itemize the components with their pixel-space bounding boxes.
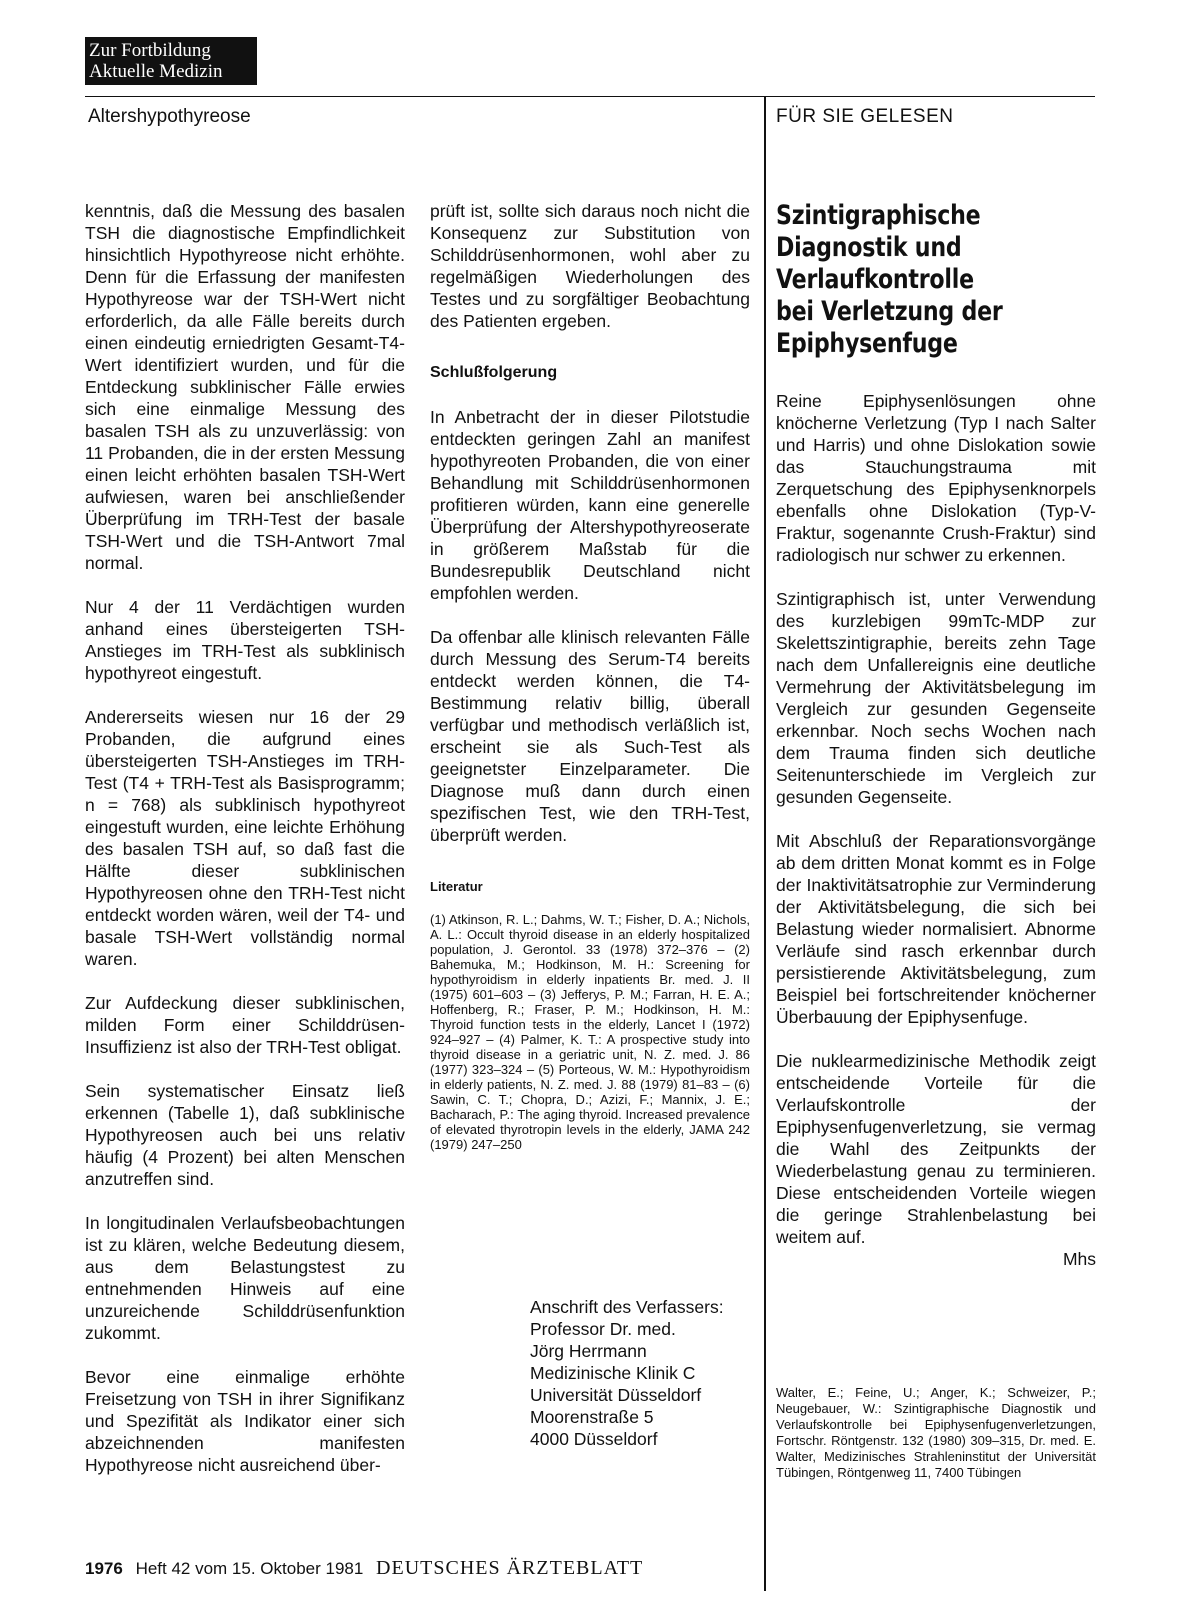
reference-note: Walter, E.; Feine, U.; Anger, K.; Schweizer, P.; Neugebauer, W.: Szintigraphische Diagnostik und Verlaufskontrolle bei Epiphysenfugenverletzungen, Fortschr. Röntgenstr. 132 (1980) 309–315, Dr. med. E. Walter, Medizinisches Strahleninstitut der Universität Tübingen, Röntgenweg 11, 7400 Tübingen xyxy=(776,1385,1096,1480)
literature-heading: Literatur xyxy=(430,879,483,894)
headline-line: Verlaufkontrolle xyxy=(776,264,974,295)
column-1 xyxy=(85,200,405,1498)
address-line: 4000 Düsseldorf xyxy=(530,1429,658,1449)
address-line: Jörg Herrmann xyxy=(530,1341,647,1361)
column-2 xyxy=(430,200,750,1152)
paragraph: Bevor eine einmalige erhöhte Freisetzung von TSH in ihrer Signifikanz und Spezifität als Indikator einer sich abzeichnenden manifesten Hypothyreose nicht ausreichend über- xyxy=(85,1367,405,1475)
paragraph: Nur 4 der 11 Verdächtigen wurden anhand eines übersteigerten TSH-Anstieges im TRH-Test als subklinisch hypothyreot eingestuft. xyxy=(85,597,405,683)
paragraph: Da offenbar alle klinisch relevanten Fälle durch Messung des Serum-T4 bereits entdeckt werden können, die T4-Bestimmung relativ billig, überall verfügbar und methodisch verläßlich ist, erscheint sie als Such-Test als geeignetster Einzelparameter. Die Diagnose muß dann durch einen spezifischen Test, wie den TRH-Test, überprüft werden. xyxy=(430,627,750,845)
paragraph: In longitudinalen Verlaufsbeobachtungen ist zu klären, welche Bedeutung diesem, aus dem Belastungstest zu entnehmenden Hinweis auf eine unzureichende Schilddrüsenfunktion zukommt. xyxy=(85,1213,405,1343)
author-address xyxy=(530,1296,760,1450)
page-number: 1976 xyxy=(85,1559,123,1578)
paragraph: Andererseits wiesen nur 16 der 29 Probanden, die aufgrund eines übersteigerten TSH-Anstieges im TRH-Test (T4 + TRH-Test als Basisprogramm; n = 768) als subklinisch hypothyreot eingestuft wurden, eine leichte Erhöhung des basalen TSH auf, so daß fast die Hälfte dieser subklinischen Hypothyreosen ohne den TRH-Test nicht entdeckt worden wären, weil der T4- und basale TSH-Wert vollständig normal waren. xyxy=(85,707,405,969)
paragraph: Mit Abschluß der Reparationsvorgänge ab dem dritten Monat kommt es in Folge der Inaktivitätsatrophie zur Verminderung der Aktivitätsbelegung, die sich bei Belastung wieder normalisiert. Abnorme Verläufe sind rasch erkennbar durch persistierende Aktivitätsbelegung, zum Beispiel bei fortschreitender knöcherner Überbauung der Epiphysenfuge. xyxy=(776,831,1096,1027)
section-label xyxy=(85,37,257,85)
paragraph: Reine Epiphysenlösungen ohne knöcherne Verletzung (Typ I nach Salter und Harris) und ohne Dislokation sowie das Stauchungstrauma mit Zerquetschung des Epiphysenknorpels ebenfalls ohne Dislokation (Typ-V-Fraktur, sogenannte Crush-Fraktur) sind radiologisch nur schwer zu erkennen. xyxy=(776,391,1096,565)
signature-line xyxy=(776,1248,1096,1270)
column-3 xyxy=(776,200,1096,1270)
address-line: Medizinische Klinik C xyxy=(530,1363,696,1383)
headline-line: Diagnostik und xyxy=(776,232,962,263)
paragraph: In Anbetracht der in dieser Pilotstudie entdeckten geringen Zahl an manifest hypothyreoten Probanden, die von einer Behandlung mit Schilddrüsenhormonen profitieren würden, kann eine generelle Überprüfung der Altershypothyreoserate in größerem Maßstab für die Bundesrepublik Deutschland nicht empfohlen werden. xyxy=(430,407,750,603)
section-label-line2: Aktuelle Medizin xyxy=(89,61,223,82)
address-line: Anschrift des Verfassers: xyxy=(530,1297,724,1317)
issue-info: Heft 42 vom 15. Oktober 1981 xyxy=(135,1559,364,1578)
paragraph: kenntnis, daß die Messung des basalen TSH die diagnostische Empfindlichkeit hinsichtlich Hypothyreose nicht erhöhte. Denn für die Erfassung der manifesten Hypothyreose war der TSH-Wert nicht erforderlich, da alle Fälle bereits durch einen eindeutig erniedrigten Gesamt-T4-Wert identifiziert wurden, und für die Entdeckung subklinischer Fälle erwies sich eine einmalige Messung des basalen TSH als zu unzuverlässig: von 11 Probanden, die in der ersten Messung einen leicht erhöhten basalen TSH-Wert aufwiesen, waren bei anschließender Überprüfung im TRH-Test der basale TSH-Wert und die TSH-Antwort 7mal normal. xyxy=(85,201,405,573)
address-line: Moorenstraße 5 xyxy=(530,1407,654,1427)
article-headline xyxy=(776,200,1096,360)
paragraph: Sein systematischer Einsatz ließ erkennen (Tabelle 1), daß subklinische Hypothyreosen auch bei uns relativ häufig (4 Prozent) bei alten Menschen anzutreffen sind. xyxy=(85,1081,405,1189)
headline-line: bei Verletzung der xyxy=(776,296,1003,327)
column-divider xyxy=(764,96,766,1591)
paragraph: Zur Aufdeckung dieser subklinischen, milden Form einer Schilddrüsen-Insuffizienz ist also der TRH-Test obligat. xyxy=(85,993,405,1057)
address-line: Universität Düsseldorf xyxy=(530,1385,702,1405)
literature-list: (1) Atkinson, R. L.; Dahms, W. T.; Fisher, D. A.; Nichols, A. L.: Occult thyroid disease in an elderly hospitalized population, J. Gerontol. 33 (1978) 372–376 – (2) Bahemuka, M.; Hodkinson, M. H.: Screening for hypothyroidism in elderly inpatients Br. med. J. II (1975) 601–603 – (3) Jefferys, P. M.; Farran, H. E. A.; Hoffenberg, R.; Fraser, P. M.; Hodkinson, H. M.: Thyroid function tests in the elderly, Lancet I (1972) 924–927 – (4) Palmer, K. T.: A prospective study into thyroid disease in a geriatric unit, N. Z. med. J. 86 (1977) 323–324 – (5) Porteous, W. M.: Hypothyroidism in elderly patients, N. Z. med. J. 88 (1979) 81–83 – (6) Sawin, C. T.; Chopra, D.; Azizi, F.; Mannix, J. E.; Bacharach, P.: The aging thyroid. Increased prevalence of elevated thyrotropin levels in the elderly, JAMA 242 (1979) 247–250 xyxy=(430,912,750,1152)
page-footer xyxy=(85,1557,643,1580)
paragraph: Szintigraphisch ist, unter Verwendung des kurzlebigen 99mTc-MDP zur Skelettszintigraphie, bereits zehn Tage nach dem Unfallereignis eine deutliche Vermehrung der Aktivitätsbelegung im Vergleich zur gesunden Gegenseite erkennbar. Noch sechs Wochen nach dem Trauma finden sich deutliche Seitenunterschiede im Vergleich zur gesunden Gegenseite. xyxy=(776,589,1096,807)
section-heading: Schlußfolgerung xyxy=(430,364,558,381)
top-rule xyxy=(85,96,1095,97)
headline-line: Szintigraphische xyxy=(776,200,981,231)
paragraph: prüft ist, sollte sich daraus noch nicht die Konsequenz zur Substitution von Schilddrüsenhormonen, wohl aber zu regelmäßigen Wiederholungen des Testes und zu sorgfältiger Beobachtung des Patienten ergeben. xyxy=(430,201,750,331)
address-line: Professor Dr. med. xyxy=(530,1319,676,1339)
section-label-line1: Zur Fortbildung xyxy=(89,40,211,61)
author-signature: Mhs xyxy=(1062,1249,1096,1269)
headline-line: Epiphysenfuge xyxy=(776,328,958,359)
running-title-right: FÜR SIE GELESEN xyxy=(776,106,954,127)
running-title-left: Altershypothyreose xyxy=(88,106,251,127)
journal-name: DEUTSCHES ÄRZTEBLATT xyxy=(376,1557,644,1579)
paragraph: Die nuklearmedizinische Methodik zeigt entscheidende Vorteile für die Verlaufskontrolle der Epiphysenfugenverletzung, sie vermag die Wahl des Zeitpunkts der Wiederbelastung genau zu terminieren. Diese entscheidenden Vorteile wiegen die geringe Strahlenbelastung bei weitem auf. xyxy=(776,1051,1096,1247)
